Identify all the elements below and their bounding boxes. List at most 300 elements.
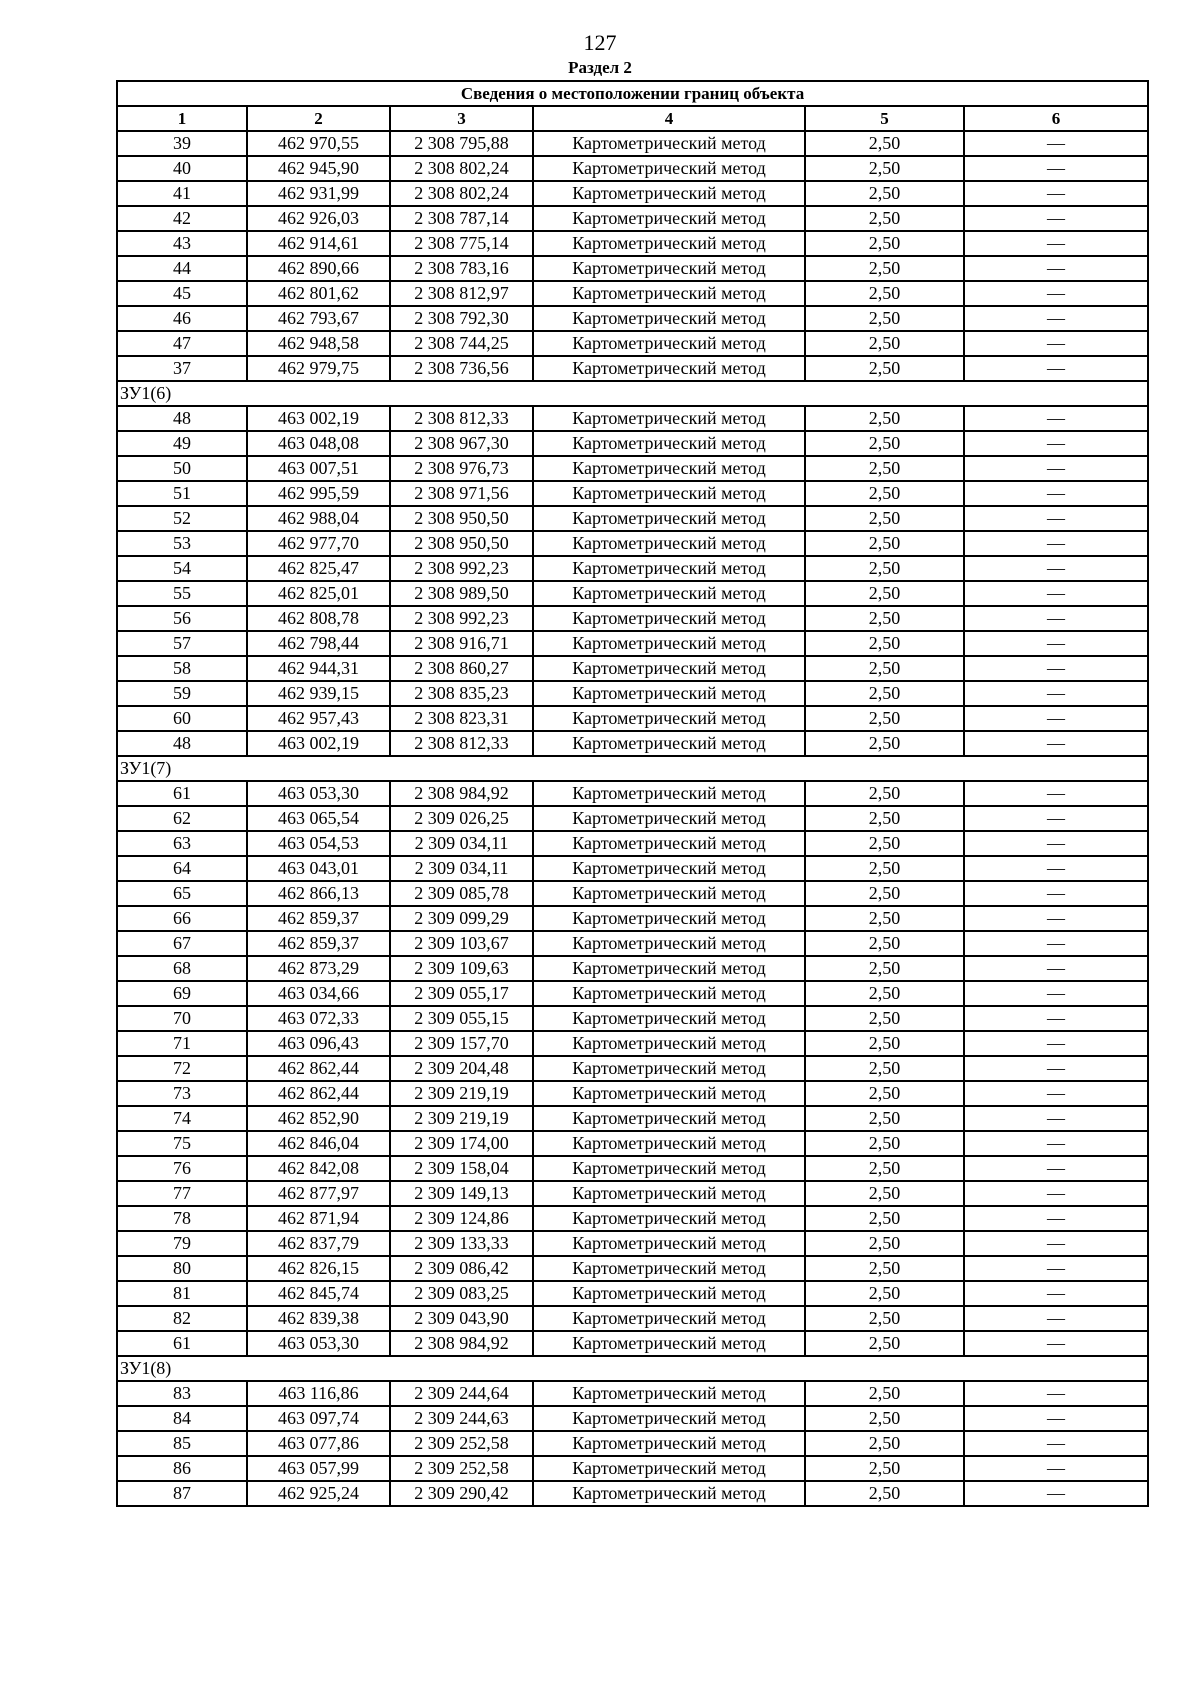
point-number-cell: 79 [117, 1231, 247, 1256]
x-coordinate-cell: 463 072,33 [247, 1006, 390, 1031]
method-cell: Картометрический метод [533, 1406, 805, 1431]
description-cell: — [964, 806, 1148, 831]
description-cell: — [964, 1256, 1148, 1281]
y-coordinate-cell: 2 308 736,56 [390, 356, 533, 381]
y-coordinate-cell: 2 309 244,64 [390, 1381, 533, 1406]
accuracy-cell: 2,50 [805, 1106, 964, 1131]
x-coordinate-cell: 463 077,86 [247, 1431, 390, 1456]
table-row [117, 781, 1148, 806]
page-number: 127 [583, 30, 617, 55]
description-cell: — [964, 1181, 1148, 1206]
y-coordinate-cell: 2 308 823,31 [390, 706, 533, 731]
y-coordinate-cell: 2 309 219,19 [390, 1106, 533, 1131]
method-cell: Картометрический метод [533, 306, 805, 331]
method-cell: Картометрический метод [533, 531, 805, 556]
column-header: 2 [247, 106, 390, 131]
point-number-cell: 64 [117, 856, 247, 881]
method-cell: Картометрический метод [533, 356, 805, 381]
x-coordinate-cell: 462 957,43 [247, 706, 390, 731]
group-label: ЗУ1(7) [117, 756, 1148, 781]
y-coordinate-cell: 2 309 026,25 [390, 806, 533, 831]
y-coordinate-cell: 2 308 992,23 [390, 606, 533, 631]
x-coordinate-cell: 462 988,04 [247, 506, 390, 531]
description-cell: — [964, 606, 1148, 631]
table-row [117, 156, 1148, 181]
point-number-cell: 40 [117, 156, 247, 181]
point-number-cell: 71 [117, 1031, 247, 1056]
method-cell: Картометрический метод [533, 1156, 805, 1181]
column-header: 4 [533, 106, 805, 131]
y-coordinate-cell: 2 309 109,63 [390, 956, 533, 981]
table-title: Сведения о местоположении границ объекта [117, 81, 1148, 106]
x-coordinate-cell: 462 845,74 [247, 1281, 390, 1306]
point-number-cell: 45 [117, 281, 247, 306]
point-number-cell: 80 [117, 1256, 247, 1281]
y-coordinate-cell: 2 309 099,29 [390, 906, 533, 931]
point-number-cell: 74 [117, 1106, 247, 1131]
accuracy-cell: 2,50 [805, 131, 964, 156]
table-row [117, 431, 1148, 456]
description-cell: — [964, 1056, 1148, 1081]
point-number-cell: 48 [117, 731, 247, 756]
point-number-cell: 46 [117, 306, 247, 331]
table-row [117, 131, 1148, 156]
accuracy-cell: 2,50 [805, 181, 964, 206]
method-cell: Картометрический метод [533, 831, 805, 856]
point-number-cell: 87 [117, 1481, 247, 1506]
point-number-cell: 69 [117, 981, 247, 1006]
method-cell: Картометрический метод [533, 881, 805, 906]
x-coordinate-cell: 463 097,74 [247, 1406, 390, 1431]
x-coordinate-cell: 463 002,19 [247, 731, 390, 756]
description-cell: — [964, 356, 1148, 381]
table-row [117, 281, 1148, 306]
x-coordinate-cell: 462 945,90 [247, 156, 390, 181]
description-cell: — [964, 681, 1148, 706]
accuracy-cell: 2,50 [805, 681, 964, 706]
accuracy-cell: 2,50 [805, 731, 964, 756]
table-row [117, 1306, 1148, 1331]
point-number-cell: 50 [117, 456, 247, 481]
method-cell: Картометрический метод [533, 131, 805, 156]
description-cell: — [964, 131, 1148, 156]
y-coordinate-cell: 2 308 860,27 [390, 656, 533, 681]
description-cell: — [964, 1206, 1148, 1231]
section-title: Раздел 2 [568, 58, 632, 77]
y-coordinate-cell: 2 309 085,78 [390, 881, 533, 906]
point-number-cell: 37 [117, 356, 247, 381]
accuracy-cell: 2,50 [805, 306, 964, 331]
point-number-cell: 39 [117, 131, 247, 156]
y-coordinate-cell: 2 308 795,88 [390, 131, 533, 156]
x-coordinate-cell: 462 852,90 [247, 1106, 390, 1131]
method-cell: Картометрический метод [533, 256, 805, 281]
x-coordinate-cell: 463 002,19 [247, 406, 390, 431]
table-row [117, 1331, 1148, 1356]
x-coordinate-cell: 462 862,44 [247, 1081, 390, 1106]
y-coordinate-cell: 2 308 976,73 [390, 456, 533, 481]
y-coordinate-cell: 2 308 775,14 [390, 231, 533, 256]
y-coordinate-cell: 2 309 174,00 [390, 1131, 533, 1156]
group-label: ЗУ1(8) [117, 1356, 1148, 1381]
description-cell: — [964, 1156, 1148, 1181]
y-coordinate-cell: 2 309 219,19 [390, 1081, 533, 1106]
x-coordinate-cell: 463 053,30 [247, 781, 390, 806]
accuracy-cell: 2,50 [805, 956, 964, 981]
x-coordinate-cell: 462 825,01 [247, 581, 390, 606]
x-coordinate-cell: 462 914,61 [247, 231, 390, 256]
point-number-cell: 78 [117, 1206, 247, 1231]
table-row [117, 356, 1148, 381]
method-cell: Картометрический метод [533, 1006, 805, 1031]
description-cell: — [964, 1306, 1148, 1331]
table-row [117, 1181, 1148, 1206]
accuracy-cell: 2,50 [805, 356, 964, 381]
method-cell: Картометрический метод [533, 1381, 805, 1406]
x-coordinate-cell: 462 825,47 [247, 556, 390, 581]
accuracy-cell: 2,50 [805, 331, 964, 356]
point-number-cell: 62 [117, 806, 247, 831]
method-cell: Картометрический метод [533, 631, 805, 656]
accuracy-cell: 2,50 [805, 556, 964, 581]
method-cell: Картометрический метод [533, 156, 805, 181]
point-number-cell: 56 [117, 606, 247, 631]
method-cell: Картометрический метод [533, 1031, 805, 1056]
x-coordinate-cell: 462 977,70 [247, 531, 390, 556]
y-coordinate-cell: 2 309 290,42 [390, 1481, 533, 1506]
method-cell: Картометрический метод [533, 406, 805, 431]
point-number-cell: 52 [117, 506, 247, 531]
description-cell: — [964, 706, 1148, 731]
column-header: 5 [805, 106, 964, 131]
column-header: 1 [117, 106, 247, 131]
point-number-cell: 49 [117, 431, 247, 456]
table-row [117, 1006, 1148, 1031]
x-coordinate-cell: 463 053,30 [247, 1331, 390, 1356]
table-body [117, 131, 1148, 1506]
y-coordinate-cell: 2 309 158,04 [390, 1156, 533, 1181]
method-cell: Картометрический метод [533, 731, 805, 756]
description-cell: — [964, 181, 1148, 206]
method-cell: Картометрический метод [533, 431, 805, 456]
x-coordinate-cell: 463 096,43 [247, 1031, 390, 1056]
description-cell: — [964, 1381, 1148, 1406]
point-number-cell: 66 [117, 906, 247, 931]
point-number-cell: 57 [117, 631, 247, 656]
point-number-cell: 59 [117, 681, 247, 706]
y-coordinate-cell: 2 309 103,67 [390, 931, 533, 956]
x-coordinate-cell: 462 939,15 [247, 681, 390, 706]
group-label: ЗУ1(6) [117, 381, 1148, 406]
accuracy-cell: 2,50 [805, 1156, 964, 1181]
point-number-cell: 53 [117, 531, 247, 556]
table-row [117, 681, 1148, 706]
accuracy-cell: 2,50 [805, 456, 964, 481]
table-row [117, 481, 1148, 506]
description-cell: — [964, 281, 1148, 306]
description-cell: — [964, 906, 1148, 931]
x-coordinate-cell: 462 877,97 [247, 1181, 390, 1206]
y-coordinate-cell: 2 309 043,90 [390, 1306, 533, 1331]
method-cell: Картометрический метод [533, 906, 805, 931]
table-row [117, 831, 1148, 856]
accuracy-cell: 2,50 [805, 1406, 964, 1431]
table-row [117, 1281, 1148, 1306]
description-cell: — [964, 331, 1148, 356]
accuracy-cell: 2,50 [805, 1256, 964, 1281]
table-row [117, 456, 1148, 481]
point-number-cell: 82 [117, 1306, 247, 1331]
description-cell: — [964, 1131, 1148, 1156]
point-number-cell: 42 [117, 206, 247, 231]
description-cell: — [964, 1481, 1148, 1506]
table-row [117, 1481, 1148, 1506]
x-coordinate-cell: 462 873,29 [247, 956, 390, 981]
method-cell: Картометрический метод [533, 981, 805, 1006]
method-cell: Картометрический метод [533, 806, 805, 831]
x-coordinate-cell: 462 862,44 [247, 1056, 390, 1081]
method-cell: Картометрический метод [533, 456, 805, 481]
y-coordinate-cell: 2 308 744,25 [390, 331, 533, 356]
method-cell: Картометрический метод [533, 1206, 805, 1231]
method-cell: Картометрический метод [533, 331, 805, 356]
method-cell: Картометрический метод [533, 956, 805, 981]
y-coordinate-cell: 2 309 133,33 [390, 1231, 533, 1256]
x-coordinate-cell: 463 054,53 [247, 831, 390, 856]
point-number-cell: 70 [117, 1006, 247, 1031]
y-coordinate-cell: 2 308 802,24 [390, 156, 533, 181]
method-cell: Картометрический метод [533, 1481, 805, 1506]
method-cell: Картометрический метод [533, 556, 805, 581]
x-coordinate-cell: 463 043,01 [247, 856, 390, 881]
accuracy-cell: 2,50 [805, 1131, 964, 1156]
table-row [117, 206, 1148, 231]
table-row [117, 556, 1148, 581]
method-cell: Картометрический метод [533, 781, 805, 806]
accuracy-cell: 2,50 [805, 281, 964, 306]
method-cell: Картометрический метод [533, 606, 805, 631]
table-row [117, 1131, 1148, 1156]
y-coordinate-cell: 2 309 252,58 [390, 1456, 533, 1481]
description-cell: — [964, 1331, 1148, 1356]
method-cell: Картометрический метод [533, 1106, 805, 1131]
description-cell: — [964, 1456, 1148, 1481]
method-cell: Картометрический метод [533, 281, 805, 306]
y-coordinate-cell: 2 309 252,58 [390, 1431, 533, 1456]
table-row [117, 606, 1148, 631]
accuracy-cell: 2,50 [805, 481, 964, 506]
accuracy-cell: 2,50 [805, 831, 964, 856]
accuracy-cell: 2,50 [805, 1456, 964, 1481]
accuracy-cell: 2,50 [805, 256, 964, 281]
y-coordinate-cell: 2 308 916,71 [390, 631, 533, 656]
y-coordinate-cell: 2 308 992,23 [390, 556, 533, 581]
point-number-cell: 68 [117, 956, 247, 981]
point-number-cell: 48 [117, 406, 247, 431]
y-coordinate-cell: 2 308 984,92 [390, 1331, 533, 1356]
point-number-cell: 83 [117, 1381, 247, 1406]
table-row [117, 1381, 1148, 1406]
method-cell: Картометрический метод [533, 1331, 805, 1356]
x-coordinate-cell: 462 925,24 [247, 1481, 390, 1506]
table-row [117, 631, 1148, 656]
description-cell: — [964, 656, 1148, 681]
y-coordinate-cell: 2 309 055,17 [390, 981, 533, 1006]
method-cell: Картометрический метод [533, 231, 805, 256]
x-coordinate-cell: 462 842,08 [247, 1156, 390, 1181]
y-coordinate-cell: 2 308 984,92 [390, 781, 533, 806]
method-cell: Картометрический метод [533, 506, 805, 531]
point-number-cell: 63 [117, 831, 247, 856]
accuracy-cell: 2,50 [805, 1431, 964, 1456]
point-number-cell: 58 [117, 656, 247, 681]
point-number-cell: 75 [117, 1131, 247, 1156]
x-coordinate-cell: 463 065,54 [247, 806, 390, 831]
accuracy-cell: 2,50 [805, 1231, 964, 1256]
y-coordinate-cell: 2 309 034,11 [390, 856, 533, 881]
accuracy-cell: 2,50 [805, 631, 964, 656]
method-cell: Картометрический метод [533, 1081, 805, 1106]
y-coordinate-cell: 2 309 149,13 [390, 1181, 533, 1206]
description-cell: — [964, 556, 1148, 581]
accuracy-cell: 2,50 [805, 881, 964, 906]
method-cell: Картометрический метод [533, 1431, 805, 1456]
accuracy-cell: 2,50 [805, 431, 964, 456]
table-row [117, 406, 1148, 431]
accuracy-cell: 2,50 [805, 581, 964, 606]
accuracy-cell: 2,50 [805, 856, 964, 881]
table-row [117, 181, 1148, 206]
y-coordinate-cell: 2 308 787,14 [390, 206, 533, 231]
table-row [117, 981, 1148, 1006]
table-row [117, 581, 1148, 606]
x-coordinate-cell: 463 116,86 [247, 1381, 390, 1406]
x-coordinate-cell: 462 995,59 [247, 481, 390, 506]
description-cell: — [964, 981, 1148, 1006]
group-header-row [117, 756, 1148, 781]
point-number-cell: 47 [117, 331, 247, 356]
accuracy-cell: 2,50 [805, 1331, 964, 1356]
description-cell: — [964, 231, 1148, 256]
table-row [117, 856, 1148, 881]
description-cell: — [964, 731, 1148, 756]
description-cell: — [964, 206, 1148, 231]
accuracy-cell: 2,50 [805, 1206, 964, 1231]
method-cell: Картометрический метод [533, 1306, 805, 1331]
x-coordinate-cell: 462 846,04 [247, 1131, 390, 1156]
description-cell: — [964, 431, 1148, 456]
description-cell: — [964, 856, 1148, 881]
point-number-cell: 72 [117, 1056, 247, 1081]
accuracy-cell: 2,50 [805, 981, 964, 1006]
description-cell: — [964, 531, 1148, 556]
table-row [117, 531, 1148, 556]
table-row [117, 1081, 1148, 1106]
method-cell: Картометрический метод [533, 856, 805, 881]
accuracy-cell: 2,50 [805, 531, 964, 556]
accuracy-cell: 2,50 [805, 1281, 964, 1306]
point-number-cell: 67 [117, 931, 247, 956]
accuracy-cell: 2,50 [805, 1056, 964, 1081]
point-number-cell: 60 [117, 706, 247, 731]
x-coordinate-cell: 463 057,99 [247, 1456, 390, 1481]
y-coordinate-cell: 2 309 204,48 [390, 1056, 533, 1081]
accuracy-cell: 2,50 [805, 206, 964, 231]
point-number-cell: 73 [117, 1081, 247, 1106]
description-cell: — [964, 1106, 1148, 1131]
description-cell: — [964, 831, 1148, 856]
description-cell: — [964, 1081, 1148, 1106]
y-coordinate-cell: 2 308 950,50 [390, 506, 533, 531]
y-coordinate-cell: 2 308 802,24 [390, 181, 533, 206]
table-row [117, 706, 1148, 731]
method-cell: Картометрический метод [533, 206, 805, 231]
y-coordinate-cell: 2 308 812,97 [390, 281, 533, 306]
method-cell: Картометрический метод [533, 931, 805, 956]
table-row [117, 1206, 1148, 1231]
method-cell: Картометрический метод [533, 581, 805, 606]
table-row [117, 506, 1148, 531]
method-cell: Картометрический метод [533, 181, 805, 206]
table-row [117, 656, 1148, 681]
y-coordinate-cell: 2 308 967,30 [390, 431, 533, 456]
point-number-cell: 65 [117, 881, 247, 906]
point-number-cell: 77 [117, 1181, 247, 1206]
point-number-cell: 86 [117, 1456, 247, 1481]
y-coordinate-cell: 2 309 055,15 [390, 1006, 533, 1031]
method-cell: Картометрический метод [533, 681, 805, 706]
x-coordinate-cell: 462 801,62 [247, 281, 390, 306]
accuracy-cell: 2,50 [805, 231, 964, 256]
table-row [117, 1156, 1148, 1181]
x-coordinate-cell: 462 948,58 [247, 331, 390, 356]
table-row [117, 956, 1148, 981]
x-coordinate-cell: 462 931,99 [247, 181, 390, 206]
method-cell: Картометрический метод [533, 1256, 805, 1281]
y-coordinate-cell: 2 308 989,50 [390, 581, 533, 606]
accuracy-cell: 2,50 [805, 931, 964, 956]
x-coordinate-cell: 463 034,66 [247, 981, 390, 1006]
column-header-row [117, 106, 1148, 131]
accuracy-cell: 2,50 [805, 906, 964, 931]
point-number-cell: 51 [117, 481, 247, 506]
table-row [117, 1056, 1148, 1081]
accuracy-cell: 2,50 [805, 1481, 964, 1506]
y-coordinate-cell: 2 308 783,16 [390, 256, 533, 281]
column-header: 6 [964, 106, 1148, 131]
point-number-cell: 61 [117, 781, 247, 806]
x-coordinate-cell: 462 970,55 [247, 131, 390, 156]
method-cell: Картометрический метод [533, 1056, 805, 1081]
y-coordinate-cell: 2 308 950,50 [390, 531, 533, 556]
method-cell: Картометрический метод [533, 481, 805, 506]
x-coordinate-cell: 462 837,79 [247, 1231, 390, 1256]
method-cell: Картометрический метод [533, 1231, 805, 1256]
description-cell: — [964, 581, 1148, 606]
description-cell: — [964, 1231, 1148, 1256]
x-coordinate-cell: 462 866,13 [247, 881, 390, 906]
accuracy-cell: 2,50 [805, 1081, 964, 1106]
x-coordinate-cell: 462 859,37 [247, 906, 390, 931]
y-coordinate-cell: 2 308 835,23 [390, 681, 533, 706]
x-coordinate-cell: 462 826,15 [247, 1256, 390, 1281]
accuracy-cell: 2,50 [805, 1181, 964, 1206]
table-row [117, 731, 1148, 756]
accuracy-cell: 2,50 [805, 156, 964, 181]
x-coordinate-cell: 463 048,08 [247, 431, 390, 456]
method-cell: Картометрический метод [533, 1281, 805, 1306]
y-coordinate-cell: 2 309 124,86 [390, 1206, 533, 1231]
